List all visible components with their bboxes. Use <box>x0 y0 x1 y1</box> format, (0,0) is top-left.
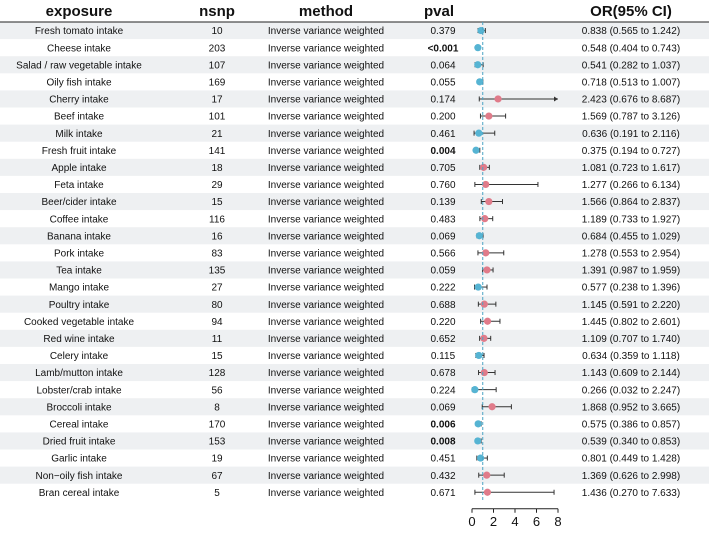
cell-pval: 0.008 <box>430 436 456 448</box>
cell-nsnp: 15 <box>211 197 223 209</box>
cell-nsnp: 107 <box>208 60 226 72</box>
x-tick-label: 6 <box>532 513 541 529</box>
cell-pval: 0.224 <box>430 385 456 397</box>
point-estimate <box>475 352 482 359</box>
point-estimate <box>488 403 495 410</box>
point-estimate <box>481 369 488 376</box>
table-row <box>39 488 681 499</box>
cell-exposure: Oily fish intake <box>46 77 112 89</box>
header-method: method <box>298 3 354 20</box>
cell-or: 1.145 (0.591 to 2.220) <box>581 299 681 311</box>
cell-method: Inverse variance weighted <box>267 487 385 499</box>
cell-pval: 0.174 <box>430 94 456 106</box>
cell-nsnp: 16 <box>211 231 223 243</box>
cell-exposure: Cherry intake <box>49 94 109 106</box>
point-estimate <box>483 472 490 479</box>
cell-pval: 0.222 <box>430 282 456 294</box>
cell-exposure: Dried fruit intake <box>42 436 116 448</box>
point-estimate <box>481 301 488 308</box>
cell-nsnp: 169 <box>208 77 226 89</box>
cell-or: 0.548 (0.404 to 0.743) <box>581 43 681 55</box>
cell-exposure: Cheese intake <box>47 43 111 55</box>
cell-method: Inverse variance weighted <box>267 231 385 243</box>
table-row <box>50 214 681 225</box>
cell-pval: 0.671 <box>430 487 456 499</box>
cell-method: Inverse variance weighted <box>267 26 385 38</box>
cell-exposure: Beer/cider intake <box>41 197 117 209</box>
table-row <box>50 419 681 430</box>
cell-method: Inverse variance weighted <box>267 162 385 174</box>
cell-exposure: Red wine intake <box>43 333 115 345</box>
cell-exposure: Poultry intake <box>48 299 110 311</box>
cell-pval: 0.760 <box>430 180 456 192</box>
cell-nsnp: 83 <box>211 248 223 260</box>
cell-exposure: Lobster/crab intake <box>36 385 122 397</box>
cell-method: Inverse variance weighted <box>267 60 385 72</box>
table-row <box>42 146 680 157</box>
cell-method: Inverse variance weighted <box>267 77 385 89</box>
point-estimate <box>475 420 482 427</box>
cell-or: 2.423 (0.676 to 8.687) <box>581 94 681 106</box>
cell-exposure: Pork intake <box>53 248 105 260</box>
point-estimate <box>476 232 483 239</box>
cell-exposure: Tea intake <box>56 265 102 277</box>
header-or: OR(95% CI) <box>590 3 672 20</box>
table-row <box>46 77 680 88</box>
cell-method: Inverse variance weighted <box>267 351 385 363</box>
cell-method: Inverse variance weighted <box>267 385 385 397</box>
cell-exposure: Apple intake <box>51 162 107 174</box>
cell-or: 0.684 (0.455 to 1.029) <box>581 231 681 243</box>
cell-or: 1.391 (0.987 to 1.959) <box>581 265 681 277</box>
cell-method: Inverse variance weighted <box>267 180 385 192</box>
cell-pval: 0.059 <box>430 265 456 277</box>
cell-pval: 0.064 <box>430 60 456 72</box>
cell-or: 1.436 (0.270 to 7.633) <box>581 487 681 499</box>
cell-pval: 0.200 <box>430 111 456 123</box>
cell-nsnp: 11 <box>211 333 223 345</box>
point-estimate <box>494 95 501 102</box>
cell-exposure: Feta intake <box>54 180 104 192</box>
header-exposure: exposure <box>45 3 113 20</box>
cell-method: Inverse variance weighted <box>267 145 385 157</box>
cell-nsnp: 94 <box>211 316 223 328</box>
cell-pval: <0.001 <box>427 43 459 55</box>
cell-nsnp: 18 <box>211 162 223 174</box>
cell-nsnp: 170 <box>208 419 226 431</box>
point-estimate <box>485 198 492 205</box>
cell-method: Inverse variance weighted <box>267 299 385 311</box>
cell-nsnp: 15 <box>211 351 223 363</box>
cell-or: 0.539 (0.340 to 0.853) <box>581 436 681 448</box>
cell-pval: 0.220 <box>430 316 456 328</box>
cell-pval: 0.115 <box>430 351 456 363</box>
point-estimate <box>484 318 491 325</box>
cell-pval: 0.483 <box>430 214 456 226</box>
cell-or: 0.801 (0.449 to 1.428) <box>581 453 681 465</box>
cell-method: Inverse variance weighted <box>267 368 385 380</box>
cell-method: Inverse variance weighted <box>267 453 385 465</box>
cell-exposure: Beef intake <box>53 111 105 123</box>
cell-nsnp: 10 <box>211 26 223 38</box>
table-row <box>54 248 680 259</box>
cell-or: 1.868 (0.952 to 3.665) <box>581 402 681 414</box>
cell-pval: 0.432 <box>430 470 456 482</box>
cell-pval: 0.004 <box>430 145 456 157</box>
cell-method: Inverse variance weighted <box>267 265 385 277</box>
point-estimate <box>485 112 492 119</box>
cell-exposure: Banana intake <box>47 231 111 243</box>
cell-nsnp: 17 <box>211 94 223 106</box>
cell-exposure: Fresh fruit intake <box>41 145 117 157</box>
cell-or: 0.541 (0.282 to 1.037) <box>581 60 681 72</box>
table-row <box>51 454 680 465</box>
cell-method: Inverse variance weighted <box>267 316 385 328</box>
cell-method: Inverse variance weighted <box>267 436 385 448</box>
header-pval: pval <box>423 3 455 20</box>
cell-exposure: Cereal intake <box>49 419 109 431</box>
cell-pval: 0.652 <box>430 333 456 345</box>
cell-exposure: Lamb/mutton intake <box>35 368 123 380</box>
cell-method: Inverse variance weighted <box>267 248 385 260</box>
cell-pval: 0.461 <box>430 128 456 140</box>
cell-exposure: Fresh tomato intake <box>34 26 124 38</box>
cell-exposure: Bran cereal intake <box>38 487 120 499</box>
cell-nsnp: 128 <box>208 368 226 380</box>
cell-or: 1.569 (0.787 to 3.126) <box>581 111 681 123</box>
cell-pval: 0.069 <box>430 231 456 243</box>
cell-or: 0.375 (0.194 to 0.727) <box>581 145 681 157</box>
cell-nsnp: 21 <box>211 128 223 140</box>
point-estimate <box>483 266 490 273</box>
point-estimate <box>474 44 481 51</box>
cell-nsnp: 19 <box>211 453 223 465</box>
point-estimate <box>484 489 491 496</box>
cell-exposure: Garlic intake <box>51 453 107 465</box>
header-nsnp: nsnp <box>199 3 235 20</box>
cell-nsnp: 116 <box>209 214 225 226</box>
point-estimate <box>472 147 479 154</box>
cell-nsnp: 203 <box>208 43 226 55</box>
cell-method: Inverse variance weighted <box>267 214 385 226</box>
cell-pval: 0.451 <box>430 453 456 465</box>
point-estimate <box>475 283 482 290</box>
point-estimate <box>476 78 483 85</box>
cell-exposure: Mango intake <box>48 282 110 294</box>
cell-or: 0.636 (0.191 to 2.116) <box>582 128 680 140</box>
cell-exposure: Broccoli intake <box>46 402 112 414</box>
cell-nsnp: 5 <box>214 487 220 499</box>
cell-pval: 0.379 <box>430 26 456 38</box>
cell-or: 0.634 (0.359 to 1.118) <box>582 351 680 363</box>
cell-exposure: Milk intake <box>55 128 103 140</box>
x-tick-label: 2 <box>489 513 498 529</box>
cell-pval: 0.139 <box>430 197 456 209</box>
cell-or: 0.718 (0.513 to 1.007) <box>581 77 681 89</box>
cell-or: 1.081 (0.723 to 1.617) <box>581 162 681 174</box>
cell-pval: 0.055 <box>430 77 456 89</box>
cell-exposure: Celery intake <box>49 351 109 363</box>
cell-or: 1.369 (0.626 to 2.998) <box>581 470 681 482</box>
cell-method: Inverse variance weighted <box>267 402 385 414</box>
cell-method: Inverse variance weighted <box>267 94 385 106</box>
cell-method: Inverse variance weighted <box>267 282 385 294</box>
cell-nsnp: 29 <box>211 180 223 192</box>
point-estimate <box>477 27 484 34</box>
cell-pval: 0.006 <box>430 419 456 431</box>
cell-nsnp: 153 <box>208 436 226 448</box>
point-estimate <box>480 164 487 171</box>
table-row <box>36 385 680 396</box>
cell-method: Inverse variance weighted <box>267 128 385 140</box>
point-estimate <box>475 130 482 137</box>
point-estimate <box>480 335 487 342</box>
cell-pval: 0.705 <box>430 162 456 174</box>
x-tick-label: 8 <box>554 513 562 529</box>
cell-method: Inverse variance weighted <box>267 197 385 209</box>
cell-nsnp: 27 <box>211 282 223 294</box>
cell-pval: 0.688 <box>430 299 456 311</box>
cell-method: Inverse variance weighted <box>267 43 385 55</box>
cell-exposure: Non−oily fish intake <box>35 470 123 482</box>
cell-or: 1.189 (0.733 to 1.927) <box>581 214 681 226</box>
cell-method: Inverse variance weighted <box>267 419 385 431</box>
point-estimate <box>474 61 481 68</box>
cell-or: 1.566 (0.864 to 2.837) <box>581 197 681 209</box>
cell-nsnp: 80 <box>211 299 223 311</box>
point-estimate <box>471 386 478 393</box>
x-axis <box>468 509 561 529</box>
cell-or: 0.575 (0.386 to 0.857) <box>581 419 681 431</box>
cell-pval: 0.069 <box>430 402 456 414</box>
cell-nsnp: 56 <box>211 385 223 397</box>
cell-method: Inverse variance weighted <box>267 470 385 482</box>
cell-or: 1.109 (0.707 to 1.740) <box>581 333 681 345</box>
table-row <box>47 43 680 54</box>
table-row <box>54 112 680 123</box>
x-tick-label: 0 <box>468 513 476 529</box>
x-tick-label: 4 <box>511 513 519 529</box>
cell-exposure: Cooked vegetable intake <box>23 316 135 328</box>
cell-or: 0.266 (0.032 to 2.247) <box>581 385 681 397</box>
cell-nsnp: 135 <box>208 265 226 277</box>
cell-or: 0.577 (0.238 to 1.396) <box>581 282 681 294</box>
cell-or: 1.277 (0.266 to 6.134) <box>581 180 681 192</box>
cell-method: Inverse variance weighted <box>267 111 385 123</box>
table-row <box>24 317 680 328</box>
cell-or: 1.143 (0.609 to 2.144) <box>581 368 681 380</box>
point-estimate <box>474 437 481 444</box>
cell-pval: 0.566 <box>430 248 456 260</box>
table-row <box>54 180 680 191</box>
cell-nsnp: 141 <box>208 145 226 157</box>
cell-or: 1.445 (0.802 to 2.601) <box>581 316 681 328</box>
cell-nsnp: 101 <box>208 111 226 123</box>
cell-nsnp: 8 <box>214 402 220 414</box>
cell-exposure: Salad / raw vegetable intake <box>16 60 142 72</box>
table-row <box>49 283 680 294</box>
cell-method: Inverse variance weighted <box>267 333 385 345</box>
cell-exposure: Coffee intake <box>49 214 109 226</box>
cell-or: 0.838 (0.565 to 1.242) <box>581 26 681 38</box>
cell-pval: 0.678 <box>430 368 456 380</box>
table-row <box>50 351 680 362</box>
cell-nsnp: 67 <box>211 470 223 482</box>
cell-or: 1.278 (0.553 to 2.954) <box>581 248 681 260</box>
